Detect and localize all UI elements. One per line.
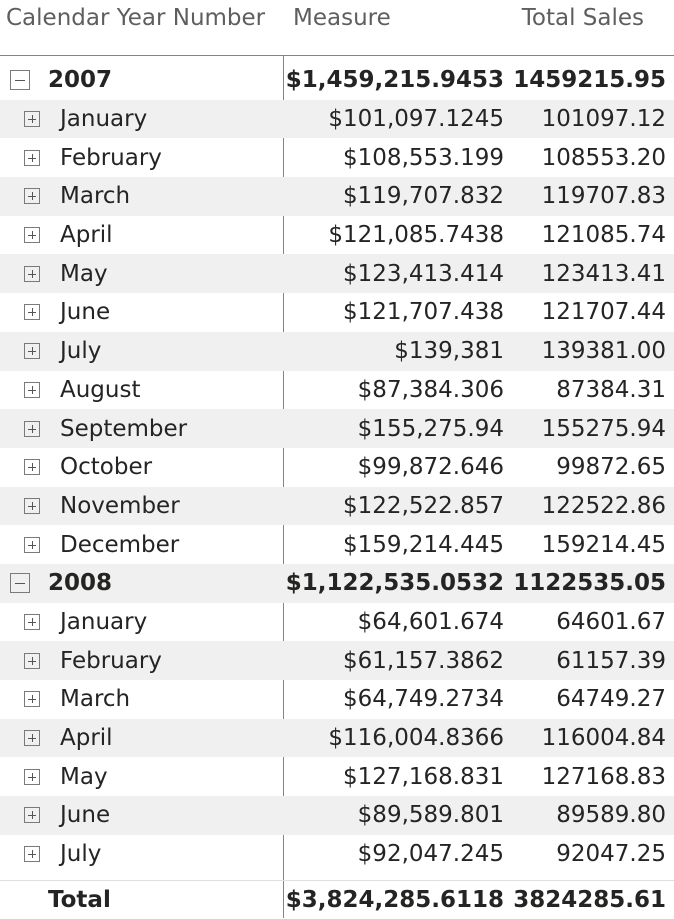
month-label: June [60, 299, 111, 326]
measure-value: $121,707.438 [343, 299, 504, 326]
collapse-icon[interactable] [10, 70, 30, 90]
measure-value: $139,381 [394, 338, 504, 365]
month-label-cell [24, 448, 152, 487]
expand-icon[interactable] [24, 421, 40, 437]
year-label: 2008 [48, 570, 113, 597]
month-label-cell [24, 719, 113, 758]
total-sales-value: 64749.27 [556, 686, 666, 713]
expand-icon[interactable] [24, 304, 40, 320]
expand-icon[interactable] [24, 614, 40, 630]
measure-value: $123,413.414 [343, 260, 504, 287]
matrix-body [0, 61, 674, 873]
measure-value: $127,168.831 [343, 763, 504, 790]
month-row [0, 796, 674, 835]
measure-value: $159,214.445 [343, 531, 504, 558]
total-sales-value: 87384.31 [556, 376, 666, 403]
total-sales-value: 121707.44 [541, 299, 666, 326]
month-row [0, 448, 674, 487]
month-row [0, 100, 674, 139]
measure-value: $99,872.646 [357, 454, 504, 481]
measure-value: $64,749.2734 [343, 686, 504, 713]
total-sales-value: 155275.94 [541, 415, 666, 442]
total-sales-value: 122522.86 [541, 492, 666, 519]
total-sales-value: 101097.12 [541, 106, 666, 133]
month-label: April [60, 725, 113, 752]
month-label: March [60, 686, 131, 713]
month-label-cell [24, 603, 147, 642]
total-sales-value: 127168.83 [541, 763, 666, 790]
month-label-cell [24, 177, 130, 216]
month-label: July [60, 338, 102, 365]
column-header-calendar-year-number[interactable]: Calendar Year Number [6, 5, 266, 31]
month-label-cell [24, 100, 147, 139]
expand-icon[interactable] [24, 382, 40, 398]
month-label-cell [24, 138, 162, 177]
total-sales-value: 108553.20 [541, 144, 666, 171]
month-label: December [60, 531, 180, 558]
measure-value: $92,047.245 [357, 841, 504, 868]
month-label-cell [24, 757, 108, 796]
month-label: May [60, 260, 108, 287]
expand-icon[interactable] [24, 498, 40, 514]
month-label-cell [24, 371, 141, 410]
total-sales-value: 3824285.61 [513, 887, 666, 913]
measure-value: $64,601.674 [357, 608, 504, 635]
month-label: September [60, 415, 188, 442]
month-label: October [60, 454, 153, 481]
month-label-cell [24, 254, 108, 293]
year-label-cell [10, 61, 112, 100]
month-label: July [60, 841, 102, 868]
month-row [0, 603, 674, 642]
month-label-cell [24, 835, 101, 874]
expand-icon[interactable] [24, 343, 40, 359]
total-measure-value: $3,824,285.6118 [285, 887, 504, 913]
total-sales-value: 64601.67 [556, 608, 666, 635]
expand-icon[interactable] [24, 691, 40, 707]
measure-value: $87,384.306 [357, 376, 504, 403]
measure-value: $155,275.94 [357, 415, 504, 442]
month-label: January [60, 608, 148, 635]
month-label-cell [24, 680, 130, 719]
measure-value: $101,097.1245 [328, 106, 504, 133]
measure-value: $1,122,535.0532 [285, 570, 504, 597]
expand-icon[interactable] [24, 111, 40, 127]
measure-value: $61,157.3862 [343, 647, 504, 674]
month-row [0, 332, 674, 371]
year-label-cell [10, 564, 112, 603]
month-label-cell [24, 293, 110, 332]
month-row [0, 719, 674, 758]
measure-value: $119,707.832 [343, 183, 504, 210]
total-sales-value: 92047.25 [556, 841, 666, 868]
total-sales-value: 159214.45 [541, 531, 666, 558]
expand-icon[interactable] [24, 653, 40, 669]
year-row [0, 564, 674, 603]
expand-icon[interactable] [24, 188, 40, 204]
month-row [0, 409, 674, 448]
month-label: August [60, 376, 141, 403]
month-label: January [60, 106, 148, 133]
measure-value: $108,553.199 [343, 144, 504, 171]
column-header-total-sales[interactable]: Total Sales [521, 5, 644, 31]
month-label-cell [24, 487, 180, 526]
expand-icon[interactable] [24, 846, 40, 862]
total-sales-value: 1459215.95 [513, 67, 666, 94]
expand-icon[interactable] [24, 227, 40, 243]
month-label: June [60, 802, 111, 829]
month-label: March [60, 183, 131, 210]
month-label: May [60, 763, 108, 790]
total-sales-value: 61157.39 [556, 647, 666, 674]
month-label-cell [24, 525, 179, 564]
measure-value: $122,522.857 [343, 492, 504, 519]
total-sales-value: 89589.80 [556, 802, 666, 829]
column-header-measure[interactable]: Measure [293, 5, 391, 31]
month-row [0, 525, 674, 564]
year-row [0, 61, 674, 100]
column-header-row [0, 0, 674, 56]
total-sales-value: 119707.83 [541, 183, 666, 210]
total-label: Total [48, 887, 111, 913]
total-sales-value: 139381.00 [541, 338, 666, 365]
year-label: 2007 [48, 67, 113, 94]
month-label-cell [24, 641, 162, 680]
month-row [0, 487, 674, 526]
expand-icon[interactable] [24, 150, 40, 166]
month-row [0, 641, 674, 680]
total-sales-value: 123413.41 [541, 260, 666, 287]
month-label: February [60, 144, 162, 171]
month-label: November [60, 492, 180, 519]
month-row [0, 138, 674, 177]
month-row [0, 216, 674, 255]
total-sales-value: 121085.74 [541, 222, 666, 249]
expand-icon[interactable] [24, 266, 40, 282]
expand-icon[interactable] [24, 807, 40, 823]
month-row [0, 680, 674, 719]
month-label: February [60, 647, 162, 674]
month-label-cell [24, 216, 113, 255]
collapse-icon[interactable] [10, 573, 30, 593]
month-row [0, 757, 674, 796]
month-row [0, 254, 674, 293]
total-sales-value: 99872.65 [556, 454, 666, 481]
month-label-cell [24, 409, 187, 448]
measure-value: $89,589.801 [357, 802, 504, 829]
month-label-cell [24, 332, 101, 371]
total-row [0, 880, 674, 919]
month-row [0, 177, 674, 216]
month-row [0, 293, 674, 332]
expand-icon[interactable] [24, 459, 40, 475]
month-row [0, 835, 674, 874]
total-sales-value: 1122535.05 [513, 570, 666, 597]
measure-value: $1,459,215.9453 [285, 67, 504, 94]
expand-icon[interactable] [24, 730, 40, 746]
month-row [0, 371, 674, 410]
total-sales-value: 116004.84 [541, 725, 666, 752]
measure-value: $116,004.8366 [328, 725, 504, 752]
month-label-cell [24, 796, 110, 835]
measure-value: $121,085.7438 [328, 222, 504, 249]
expand-icon[interactable] [24, 537, 40, 553]
expand-icon[interactable] [24, 769, 40, 785]
month-label: April [60, 222, 113, 249]
